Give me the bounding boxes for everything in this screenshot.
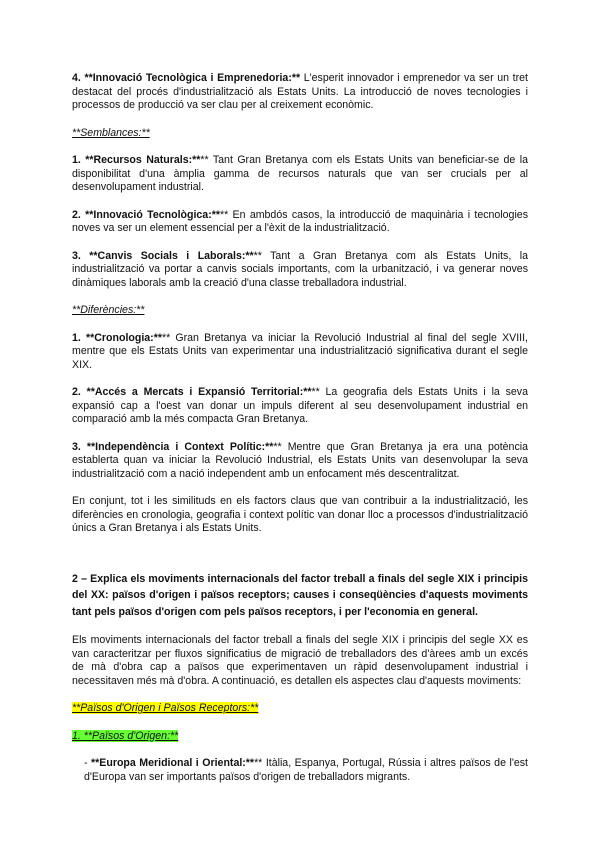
item-text: ** Mentre que Gran Bretanya ja era una potència establerta quan va iniciar la Revolució Industrial, els Estats Units van desenvolupar la seva industrialització com a nació independent amb un enfocament més descentralitzat. xyxy=(72,440,528,480)
semblanca-2 xyxy=(72,209,528,236)
item-label: 2. **Innovació Tecnològica:** xyxy=(72,208,220,221)
item-text: L'esperit innovador i emprenedor va ser un tret destacat del procés d'industrialització als Estats Units. La introducció de noves tecnologies i processos de producció va ser clau per al creixement econòmic. xyxy=(72,72,528,111)
question-heading: 2 – Explica els moviments internacionals del factor treball a finals del segle XIX i principis del XX: països d'origen i països receptors; causes i conseqüències d'aquests moviments tant pels països d'origen com pels països receptors, i per l'economia en general. xyxy=(72,572,528,618)
paisos-heading: **Països d'Origen i Països Receptors:** xyxy=(72,702,259,714)
diferencia-2 xyxy=(72,386,528,427)
item-text: ** Tant a Gran Bretanya com als Estats Units, la industrialització va portar a canvis socials importants, com la urbanització, i va generar noves dinàmiques laborals amb la creació d'una classe treballadora industrial. xyxy=(72,249,528,289)
item-text: ** Tant Gran Bretanya com els Estats Units van beneficiar-se de la disponibilitat d'una àmplia gamma de recursos naturals que van ser crucials per al desenvolupament industrial. xyxy=(72,154,528,193)
item-text: ** La geografia dels Estats Units i la seva expansió cap a l'oest van donar un impuls diferent al seu desenvolupament industrial en comparació amb la més compacta Gran Bretanya. xyxy=(72,386,528,425)
item-bullet: - xyxy=(84,757,92,769)
item-text: ** Itàlia, Espanya, Portugal, Rússia i altres països de l'est d'Europa van ser importants països d'origen de treballadors migrants. xyxy=(84,757,528,783)
item-text: ** Gran Bretanya va iniciar la Revolució Industrial al final del segle XVIII, mentre que els Estats Units van experimentar una industrialització significativa durant el segle XIX. xyxy=(72,331,528,371)
origen-heading: 1. **Països d'Origen:** xyxy=(72,729,179,742)
diferencies-heading: **Diferències:** xyxy=(72,304,145,316)
paragraph-innovacio xyxy=(72,72,528,113)
item-label: 2. **Accés a Mercats i Expansió Territorial:** xyxy=(72,386,312,398)
diferencia-3 xyxy=(72,441,528,482)
semblanca-1 xyxy=(72,154,528,195)
item-label: 1. **Cronologia:** xyxy=(72,331,162,344)
item-label: 3. **Canvis Socials i Laborals:** xyxy=(72,249,254,262)
item-label: 1. **Recursos Naturals:** xyxy=(72,154,201,166)
semblanca-3 xyxy=(72,250,528,291)
item-text: ** En ambdós casos, la introducció de maquinària i tecnologies noves va ser un element essencial per a l'èxit de la industrialització. xyxy=(72,208,528,234)
item-label: 3. **Independència i Context Polític:** xyxy=(72,440,274,453)
item-label: **Europa Meridional i Oriental:** xyxy=(91,757,255,769)
intro-paragraph: Els moviments internacionals del factor treball a finals del segle XIX i principis del segle XX es van caracteritzar per fluxos significatius de migració de treballadors des d'àrees amb un excés de mà d'obra cap a països que experimentaven un ràpid desenvolupament industrial i necessitaven més mà d'obra. A continuació, es detallen els aspectes clau d'aquests moviments: xyxy=(72,634,528,687)
document-body xyxy=(72,72,528,784)
conclusion-paragraph: En conjunt, tot i les similituds en els factors claus que van contribuir a la industrialització, les diferències en cronologia, geografia i context polític van donar lloc a processos d'industrialització únics a Gran Bretanya i als Estats Units. xyxy=(72,495,528,534)
item-label: 4. **Innovació Tecnològica i Emprenedoria:** xyxy=(72,72,301,84)
semblances-heading: **Semblances:** xyxy=(72,126,150,139)
diferencia-1 xyxy=(72,332,528,373)
origen-item-europa xyxy=(72,757,528,784)
